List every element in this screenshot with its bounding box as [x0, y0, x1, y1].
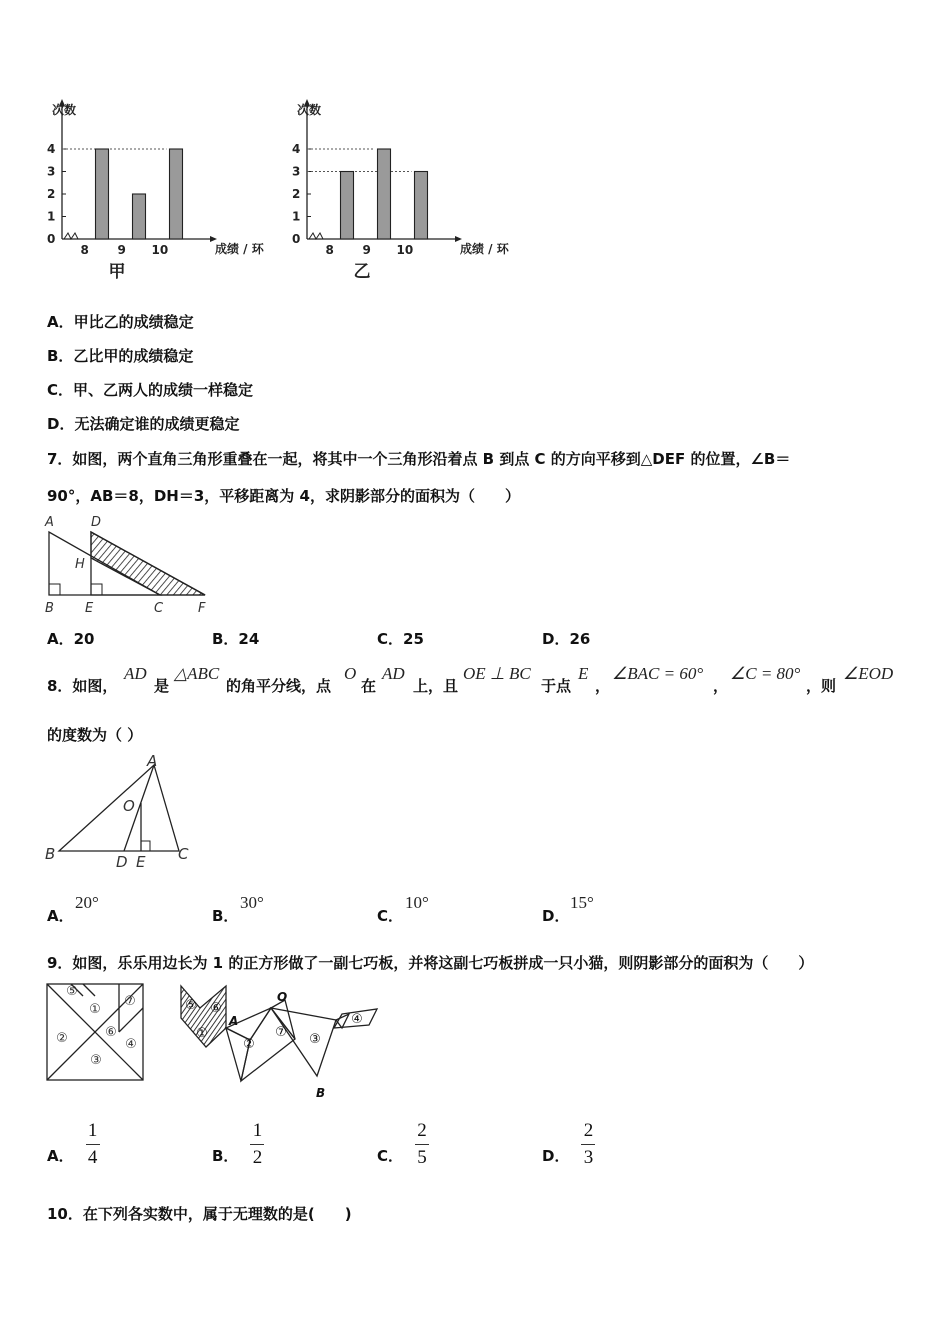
q9-option-b-num: 1 [252, 1120, 263, 1141]
bar-8 [96, 149, 109, 239]
q9-option-c-label: C． [377, 1147, 404, 1165]
q7-label-d: D [91, 515, 102, 530]
q9-cat-piece-7: ⑦ [275, 1025, 287, 1040]
x-tick-label: 8 [325, 243, 334, 257]
q8-figure [40, 752, 200, 874]
q7-option-a[interactable]: A．20 [47, 630, 95, 648]
y-tick-label: 0 [47, 232, 56, 246]
q8-math-e: E [578, 664, 589, 683]
y-axis-label: 次数 [52, 103, 77, 117]
axis-break-mark [309, 233, 323, 239]
x-axis-label: 成绩 / 环 [460, 242, 509, 256]
q8-option-a[interactable] [47, 905, 74, 926]
y-tick-label: 4 [47, 142, 56, 156]
q8-math-ad2: AD [382, 664, 405, 683]
q7-label-e: E [85, 601, 94, 616]
q8-option-c-value: 10° [405, 893, 429, 912]
q6-option-c[interactable]: C．甲、乙两人的成绩一样稳定 [47, 381, 254, 399]
q8-label-d: D [116, 853, 128, 871]
q7-right-angle-b [49, 584, 60, 595]
y-tick-label: 2 [292, 187, 301, 201]
y-tick-label: 1 [47, 209, 56, 224]
chart-title: 甲 [108, 262, 126, 282]
q9-option-d-num: 2 [583, 1120, 594, 1141]
q8-option-a-value: 20° [75, 893, 99, 912]
q7-option-c[interactable]: C．25 [377, 630, 424, 648]
x-axis-label: 成绩 / 环 [215, 242, 264, 256]
q9-option-a-num: 1 [87, 1120, 98, 1141]
q9-option-d[interactable] [542, 1120, 595, 1169]
q8-label-a: A [147, 752, 158, 770]
q7-option-b[interactable]: B．24 [212, 630, 260, 648]
q9-option-b[interactable] [212, 1120, 264, 1169]
q8-stem-t6: 于点 [541, 677, 572, 695]
q9-cat-piece-4: ④ [351, 1012, 363, 1027]
q7-option-d[interactable]: D．26 [542, 630, 591, 648]
q9-sq-piece-4: ④ [125, 1037, 137, 1052]
q10-stem: 10．在下列各实数中，属于无理数的是( ) [47, 1205, 352, 1223]
q8-stem-t7: ， [595, 677, 611, 695]
q8-stem-t4: 在 [361, 677, 377, 695]
q8-label-o: O [123, 797, 135, 815]
q8-stem-t2: 是 [154, 677, 170, 695]
q8-option-d-value: 15° [570, 893, 594, 912]
q7-label-b: B [45, 601, 54, 616]
y-tick-label: 0 [292, 232, 301, 246]
q7-label-f: F [198, 601, 206, 616]
q7-right-angle-e [91, 584, 102, 595]
q7-label-c: C [154, 601, 164, 616]
q9-label-a: A [229, 1014, 239, 1028]
q8-math-abc: △ABC [174, 664, 220, 683]
q9-option-d-label: D． [542, 1147, 570, 1165]
q9-sq-piece-6: ⑥ [105, 1025, 117, 1040]
q6-option-d[interactable]: D．无法确定谁的成绩更稳定 [47, 415, 240, 433]
q8-stem-line2: 的度数为（ ） [47, 726, 143, 744]
q9-option-b-label: B． [212, 1147, 239, 1165]
q7-label-h: H [75, 557, 85, 572]
x-tick-label: 9 [117, 243, 126, 257]
q8-option-b-value: 30° [240, 893, 264, 912]
q8-math-bac: ∠BAC = 60° [612, 664, 704, 683]
q9-label-b: B [316, 1086, 326, 1100]
y-tick-label: 3 [47, 164, 56, 179]
q9-option-a-den: 4 [87, 1147, 98, 1168]
q9-cat-piece-1: ① [196, 1026, 208, 1041]
q7-stem-line2: 90°，AB＝8，DH＝3，平移距离为 4，求阴影部分的面积为（ ） [47, 487, 520, 505]
y-tick-label: 4 [292, 142, 301, 156]
q9-sq-piece-1: ① [89, 1002, 101, 1017]
q8-option-b-label: B． [212, 907, 239, 925]
q8-stem-t9: ，则 [806, 677, 837, 695]
q8-math-eod: ∠EOD [843, 664, 894, 683]
q8-label-c: C [178, 845, 189, 863]
q7-label-a: A [45, 515, 54, 530]
fraction-bar [415, 1144, 429, 1145]
bar-9 [378, 149, 391, 239]
chart-jia [40, 96, 275, 286]
q9-option-a-fraction [86, 1120, 100, 1169]
q9-option-c-num: 2 [417, 1120, 427, 1141]
y-tick-label: 2 [47, 187, 56, 201]
q9-option-d-fraction [581, 1120, 595, 1169]
q8-option-c[interactable] [377, 905, 403, 926]
fraction-bar [581, 1144, 595, 1145]
y-axis-label: 次数 [297, 103, 322, 117]
q8-label-b: B [45, 845, 56, 863]
q9-sq-piece-3: ③ [90, 1053, 102, 1068]
q8-stem-t8: ， [713, 677, 729, 695]
y-tick-label: 1 [292, 209, 301, 224]
q9-sq-piece-7: ⑦ [124, 994, 136, 1009]
q8-option-b[interactable] [212, 905, 238, 926]
q8-triangle-abc [59, 765, 179, 851]
q9-sq-piece-2: ② [56, 1031, 68, 1046]
bar-9 [133, 194, 146, 239]
q9-option-c-den: 5 [417, 1147, 427, 1168]
q8-stem-t1: 8．如图， [47, 677, 118, 695]
q8-stem-t3: 的角平分线，点 [226, 677, 332, 695]
q7-stem-line1: 7．如图，两个直角三角形重叠在一起，将其中一个三角形沿着点 B 到点 C 的方向平移到△DEF 的位置，∠B＝ [47, 450, 791, 468]
q9-cat-piece-2: ② [243, 1037, 255, 1052]
q8-label-e: E [136, 853, 146, 871]
x-tick-label: 10 [151, 243, 169, 257]
q9-cat-piece-3: ③ [309, 1032, 321, 1047]
bar-8 [341, 172, 354, 240]
q9-cat-piece-6: ⑥ [210, 1001, 222, 1016]
q9-option-b-den: 2 [252, 1147, 263, 1168]
q9-stem: 9．如图，乐乐用边长为 1 的正方形做了一副七巧板，并将这副七巧板拼成一只小猫，则阴影部分的面积为（ ） [47, 954, 814, 972]
fraction-bar [86, 1144, 100, 1145]
q9-option-c-fraction [415, 1120, 429, 1169]
q8-right-angle-e [141, 841, 150, 851]
q9-option-b-fraction [250, 1120, 264, 1169]
q8-math-o: O [344, 664, 357, 683]
q8-math-c: ∠C = 80° [730, 664, 801, 683]
fraction-bar [250, 1144, 264, 1145]
q7-figure [40, 512, 220, 617]
q8-math-oe-perp-bc: OE ⊥ BC [463, 664, 531, 683]
q9-option-a-label: A． [47, 1147, 74, 1165]
q8-stem-t5: 上，且 [413, 677, 459, 695]
q9-label-o: O [277, 990, 288, 1004]
q9-sq-piece-5: ⑤ [66, 984, 78, 999]
q8-option-c-label: C． [377, 907, 404, 925]
x-tick-label: 9 [362, 243, 371, 257]
bar-10 [170, 149, 183, 239]
q6-option-a[interactable]: A．甲比乙的成绩稳定 [47, 313, 194, 331]
q9-option-a[interactable] [47, 1120, 100, 1169]
q6-option-b[interactable]: B．乙比甲的成绩稳定 [47, 347, 194, 365]
chart-title: 乙 [353, 262, 371, 282]
q8-math-ad: AD [124, 664, 147, 683]
q8-option-a-label: A． [47, 907, 74, 925]
q9-option-c[interactable] [377, 1120, 429, 1169]
q8-option-d-label: D． [542, 907, 570, 925]
x-tick-label: 8 [80, 243, 89, 257]
q9-cat-piece-5: ⑤ [185, 998, 197, 1013]
y-tick-label: 3 [292, 164, 301, 179]
x-tick-label: 10 [396, 243, 414, 257]
q8-option-d[interactable] [542, 905, 569, 926]
q9-option-d-den: 3 [583, 1147, 594, 1168]
axis-break-mark [64, 233, 78, 239]
bar-10 [415, 172, 428, 240]
chart-yi [285, 96, 520, 286]
q9-figure [40, 978, 385, 1103]
